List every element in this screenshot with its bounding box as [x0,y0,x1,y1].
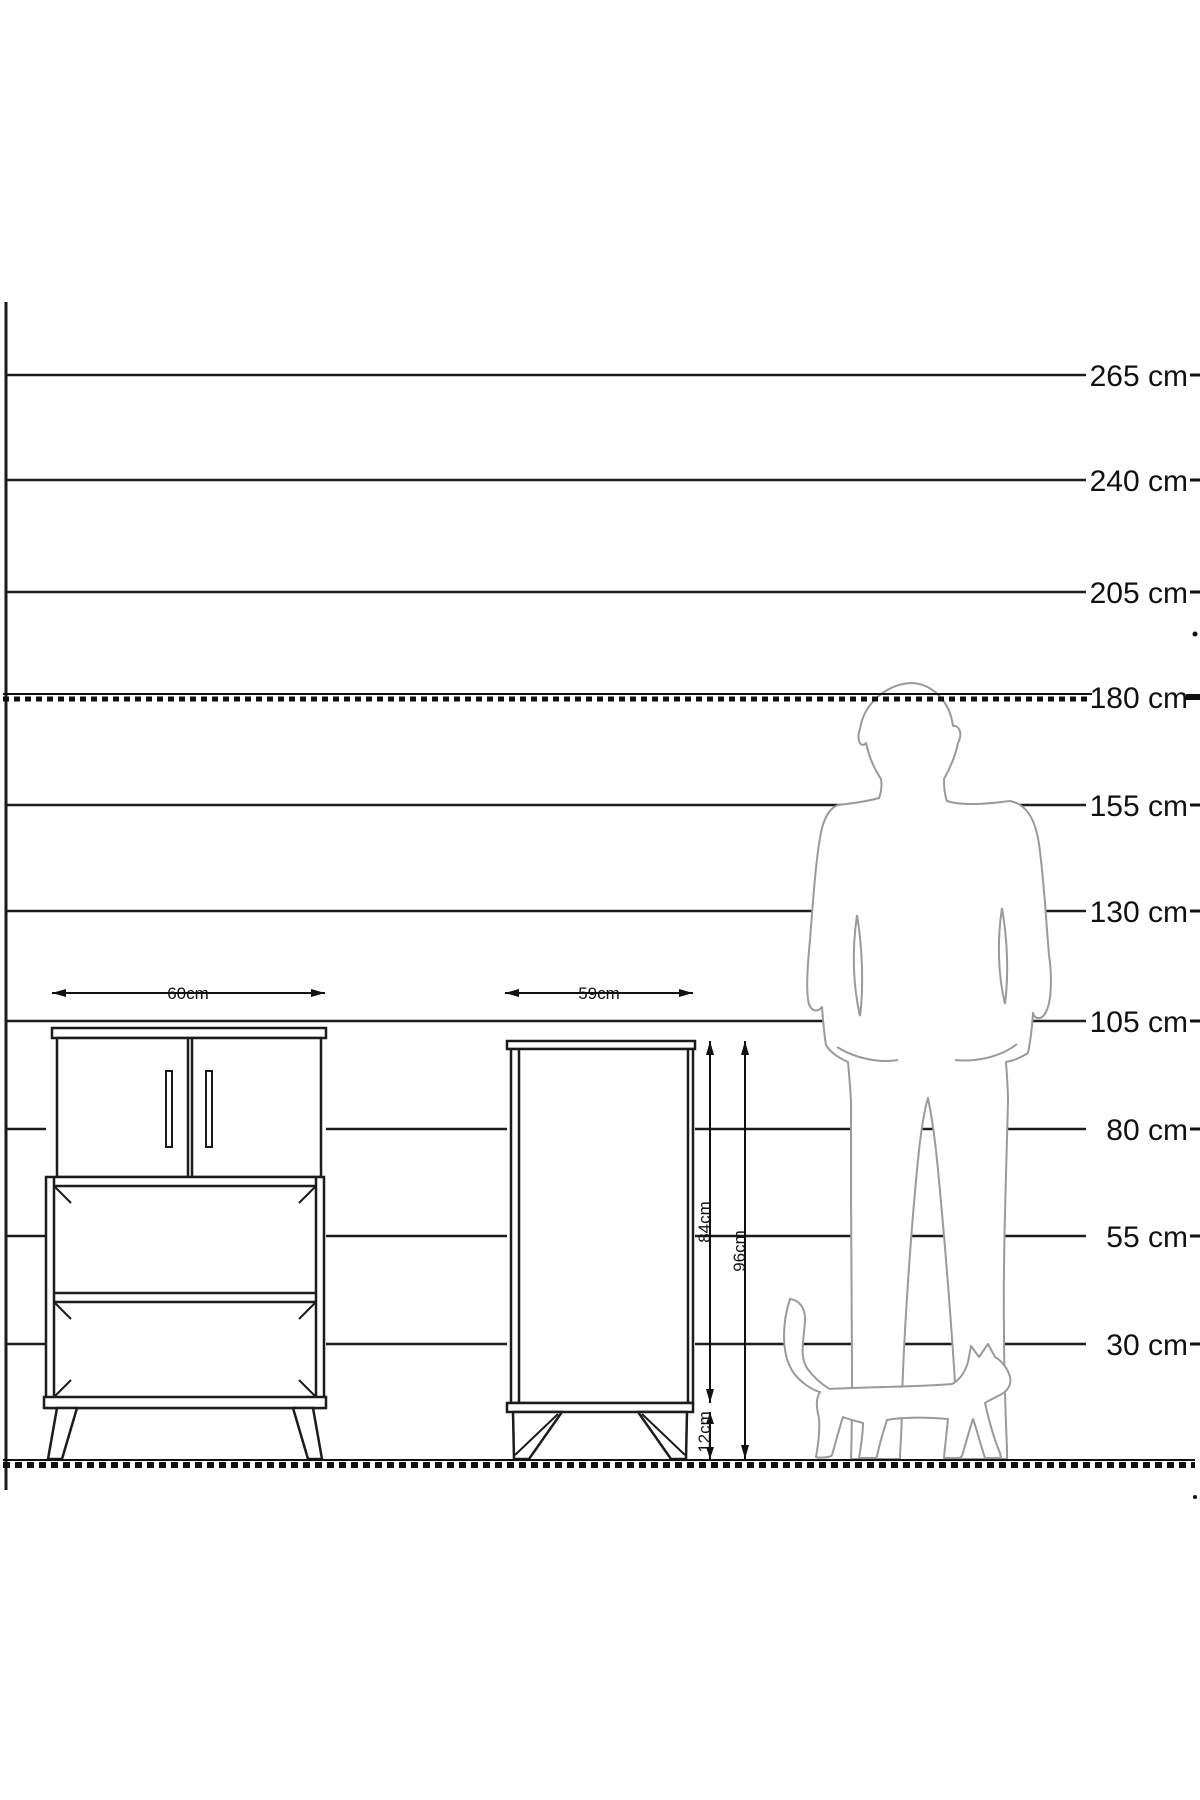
scale-label-55: 55 cm [1106,1221,1188,1254]
dim-label-60cm: 60cm [167,984,209,1003]
stray-dot-upper [1193,632,1198,637]
cabinet-right-body [511,1049,693,1403]
stray-dot-lower [1193,1495,1197,1499]
cabinet-left-handle-right [206,1071,212,1147]
cabinet-left-top-board [52,1028,326,1038]
scale-label-30: 30 cm [1106,1329,1188,1362]
dim-total-height-cabinet-right [730,1041,749,1459]
scale-label-105: 105 cm [1089,1006,1188,1039]
cabinet-right [507,1041,695,1459]
scale-label-130: 130 cm [1089,896,1188,929]
human-outline [807,683,1051,1459]
scale-label-240: 240 cm [1089,465,1188,498]
cabinet-right-leg-left [513,1412,562,1459]
cabinet-left-base-board [44,1397,326,1408]
dim-width-cabinet-right [505,984,693,1003]
scale-label-180: 180 cm [1089,682,1188,715]
cabinet-right-base-board [507,1403,693,1412]
scale-labels [1090,360,1200,1362]
cabinet-left-leg-left [48,1408,77,1459]
cabinet-left-handle-left [166,1071,172,1147]
dim-label-59cm: 59cm [578,984,620,1003]
reference-line-180 [3,694,1092,699]
scale-label-265: 265 cm [1089,360,1188,393]
dim-width-cabinet-left [52,984,325,1003]
dim-label-96cm: 96cm [730,1230,749,1272]
cabinet-left [44,1028,326,1459]
scale-label-ticks [1186,375,1200,1344]
dim-label-12cm: 12cm [695,1411,714,1453]
human-silhouette [807,683,1051,1459]
ground-line [3,1460,1195,1465]
dim-leg-height-cabinet-right [695,1411,714,1459]
dim-body-height-cabinet-right [695,1041,714,1403]
cabinet-right-leg-right [638,1412,687,1459]
cabinet-left-leg-right [293,1408,322,1459]
dim-label-84cm: 84cm [695,1201,714,1243]
scale-label-155: 155 cm [1089,790,1188,823]
scale-label-205: 205 cm [1089,577,1188,610]
scale-label-80: 80 cm [1106,1114,1188,1147]
